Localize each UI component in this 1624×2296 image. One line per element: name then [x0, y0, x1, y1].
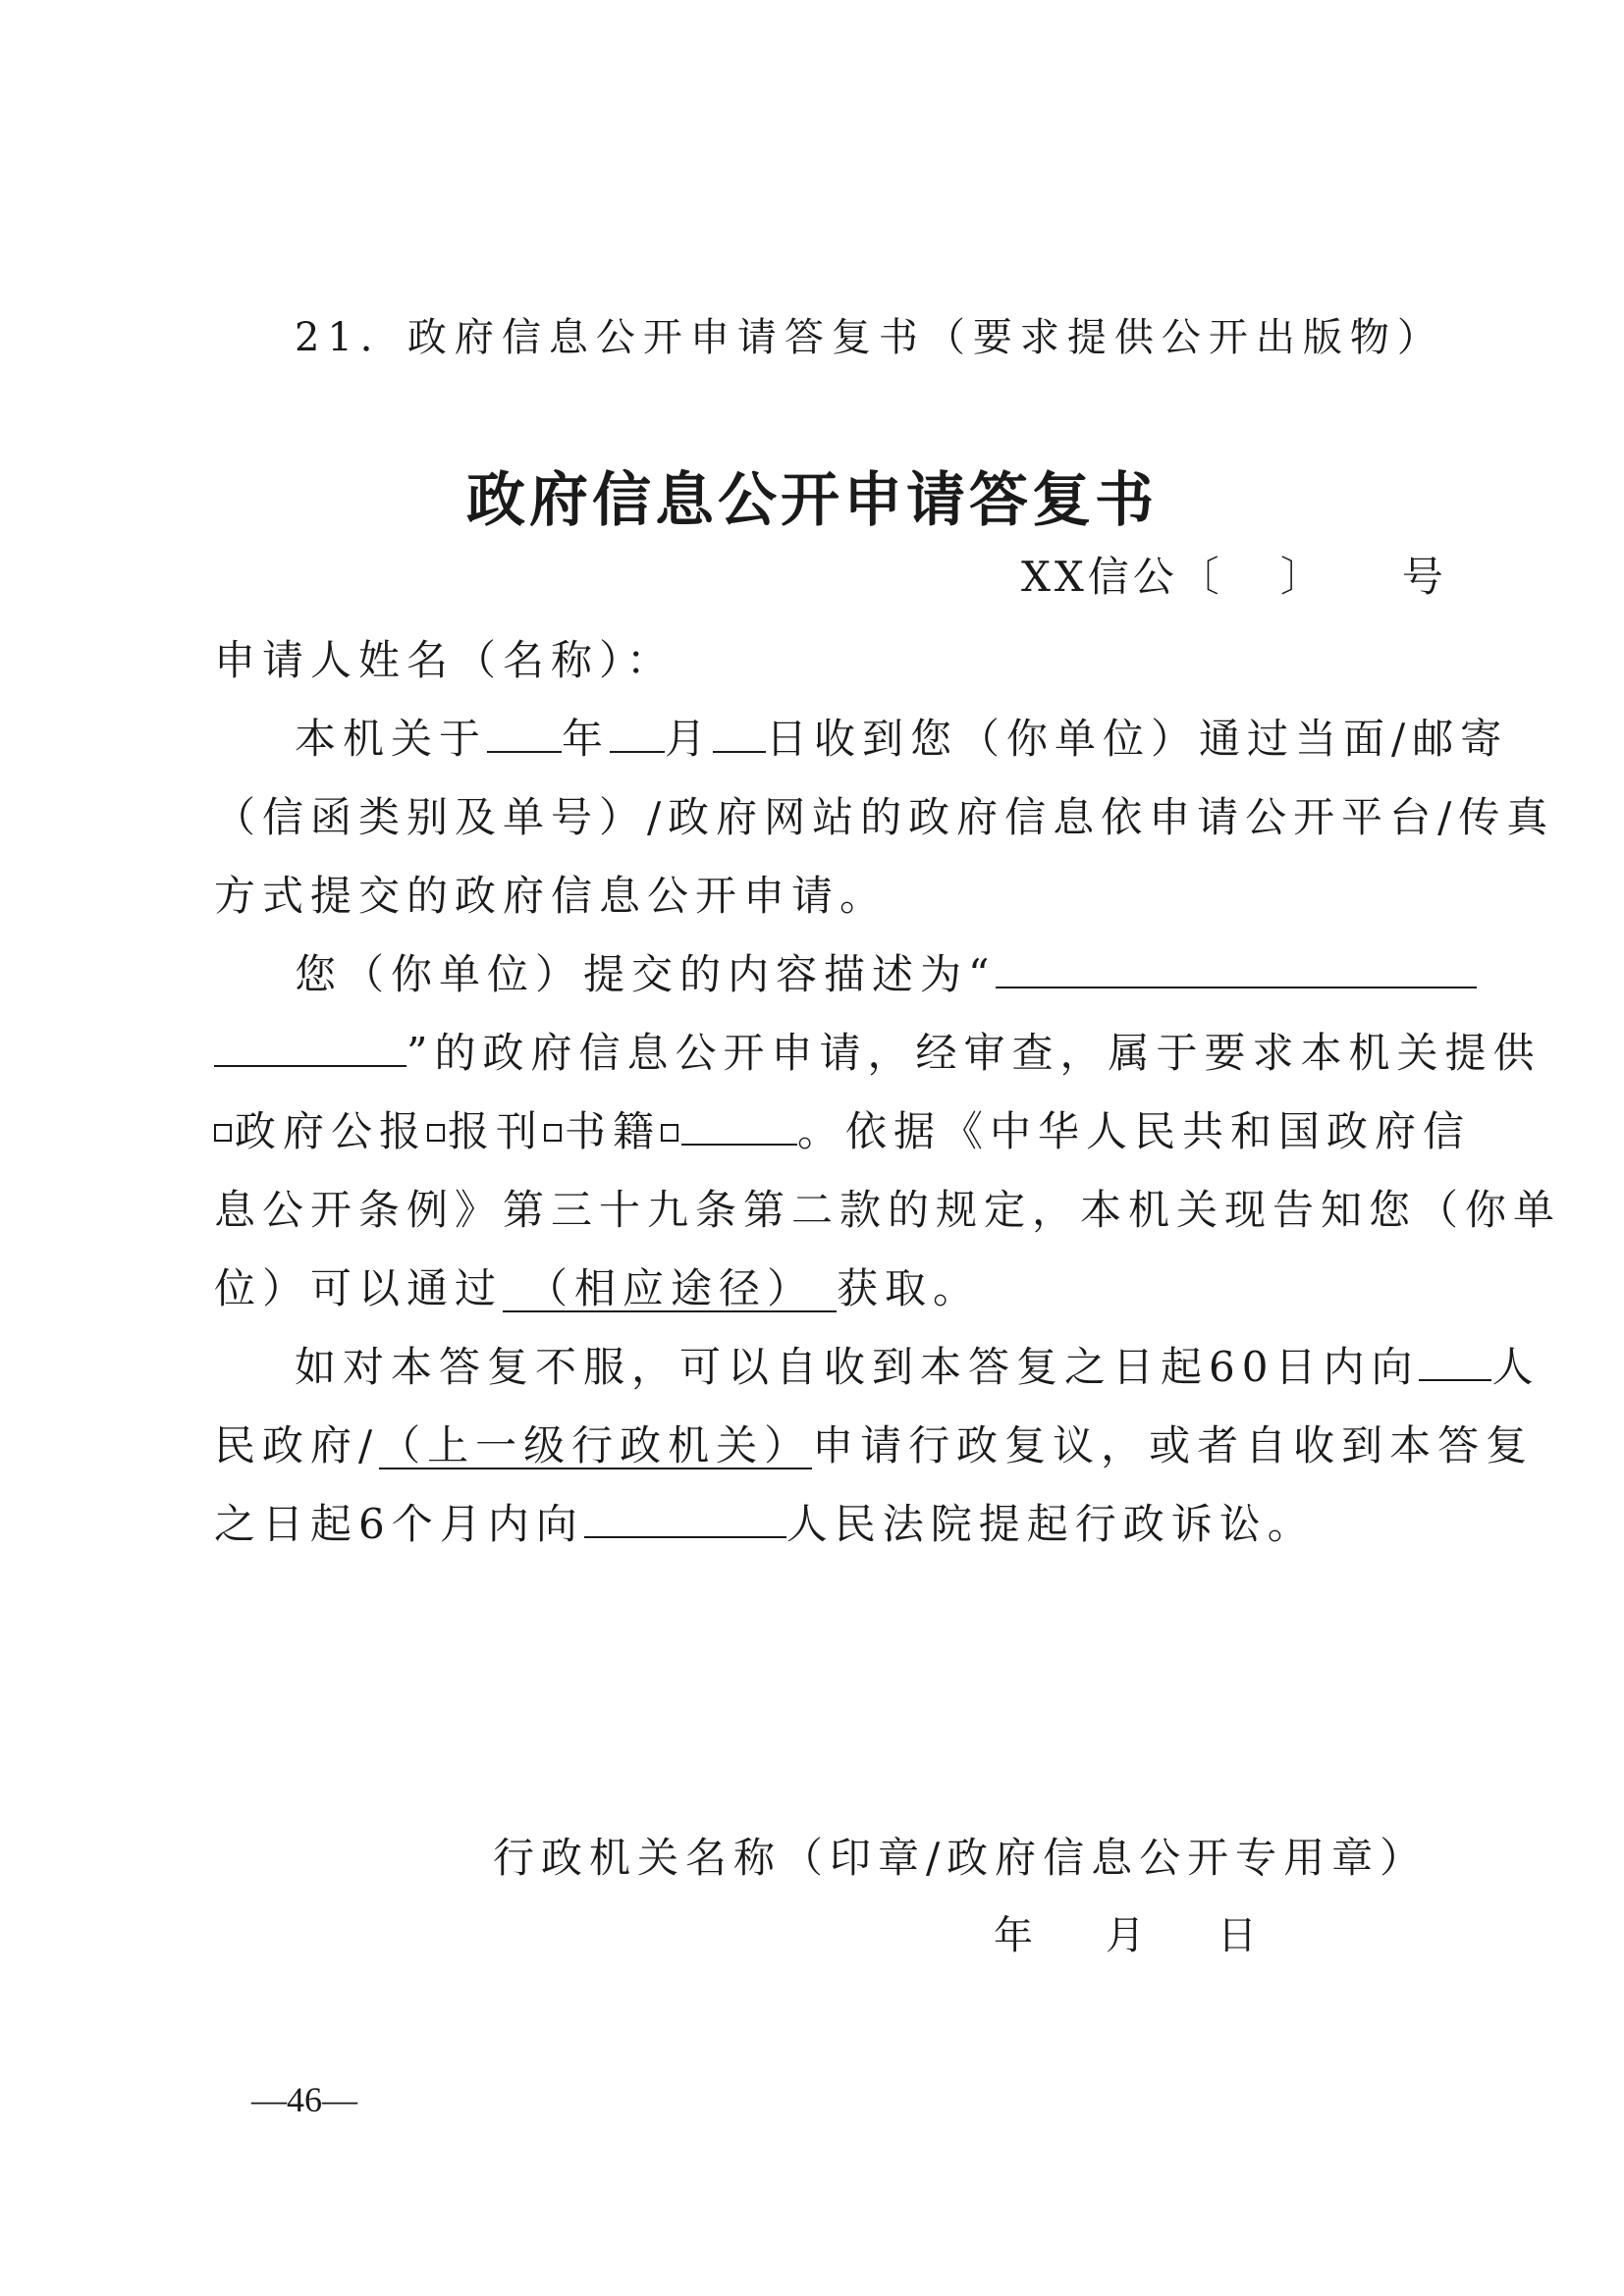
date-year: 年	[994, 1913, 1033, 1958]
para2-line5	[214, 1256, 981, 1315]
month-blank	[610, 716, 665, 753]
document-number-prefix: XX信公〔	[1021, 553, 1223, 601]
government-blank	[1419, 1344, 1491, 1381]
channel-blank: （相应途径）	[503, 1267, 837, 1312]
para3-line1-start: 如对本答复不服，可以自收到本答复之日起60日内向	[295, 1343, 1420, 1391]
option-newspaper: 报刊	[448, 1107, 545, 1155]
page-title: 政府信息公开申请答复书	[466, 466, 1158, 535]
para2-line2	[214, 1021, 1541, 1080]
para3-line3-end: 人民法院提起行政诉讼。	[785, 1500, 1316, 1548]
para3-line1-end: 人	[1491, 1343, 1541, 1391]
content-description-blank-2	[214, 1030, 406, 1067]
signature-date	[994, 1904, 1257, 1960]
salutation: 申请人姓名（名称）：	[214, 636, 676, 684]
checkbox-books[interactable]	[544, 1124, 562, 1142]
para1-month: 月	[665, 715, 714, 763]
document-number-suffix: 号	[1401, 553, 1447, 601]
content-description-blank	[996, 951, 1477, 988]
date-month: 月	[1106, 1913, 1145, 1958]
option-books: 书籍	[565, 1107, 662, 1155]
para2-line5-start: 位）可以通过	[214, 1264, 504, 1312]
para3-line2-start: 民政府/	[214, 1421, 380, 1469]
para3-line2	[214, 1414, 1534, 1472]
para1-day-rest: 日收到您（你单位）通过当面/邮寄	[766, 715, 1509, 763]
para3-line1	[295, 1335, 1540, 1394]
checkbox-newspaper[interactable]	[427, 1124, 445, 1142]
para1-line2: （信函类别及单号）/政府网站的政府信息依申请公开平台/传真	[214, 793, 1555, 841]
para1-line3: 方式提交的政府信息公开申请。	[214, 872, 889, 920]
day-blank	[713, 716, 766, 753]
para1-line1	[295, 707, 1508, 766]
superior-authority-blank: （上一级行政机关）	[379, 1421, 813, 1469]
para3-line3-start: 之日起6个月内向	[214, 1500, 584, 1548]
agency-signature: 行政机关名称（印章/政府信息公开专用章）	[493, 1834, 1429, 1882]
year-blank	[487, 716, 562, 753]
para2-line1	[295, 942, 1477, 1001]
para1-year: 年	[562, 715, 611, 763]
page-number: —46—	[251, 2080, 357, 2119]
option-government-gazette: 政府公报	[235, 1107, 428, 1155]
para3-line3	[214, 1492, 1316, 1551]
court-blank	[584, 1501, 786, 1538]
para2-line3	[214, 1099, 1471, 1158]
checkbox-other[interactable]	[661, 1124, 678, 1142]
para1-start: 本机关于	[295, 715, 488, 763]
document-number-bracket: 〕	[1279, 553, 1326, 601]
para2-line5-end: 获取。	[837, 1264, 982, 1312]
date-day: 日	[1218, 1913, 1257, 1958]
document-number	[1021, 545, 1447, 604]
para2-line1-text: 您（你单位）提交的内容描述为“	[295, 950, 997, 998]
para3-line2-end: 申请行政复议，或者自收到本答复	[812, 1421, 1535, 1469]
document-heading: 21．政府信息公开申请答复书（要求提供公开出版物）	[295, 315, 1444, 360]
checkbox-government-gazette[interactable]	[214, 1124, 232, 1142]
para2-line4: 息公开条例》第三十九条第二款的规定，本机关现告知您（你单	[214, 1186, 1562, 1234]
other-option-blank	[681, 1108, 797, 1146]
para2-line2-text: ”的政府信息公开申请，经审查，属于要求本机关提供	[406, 1029, 1542, 1077]
para2-line3-text: 。依据《中华人民共和国政府信	[797, 1107, 1472, 1155]
